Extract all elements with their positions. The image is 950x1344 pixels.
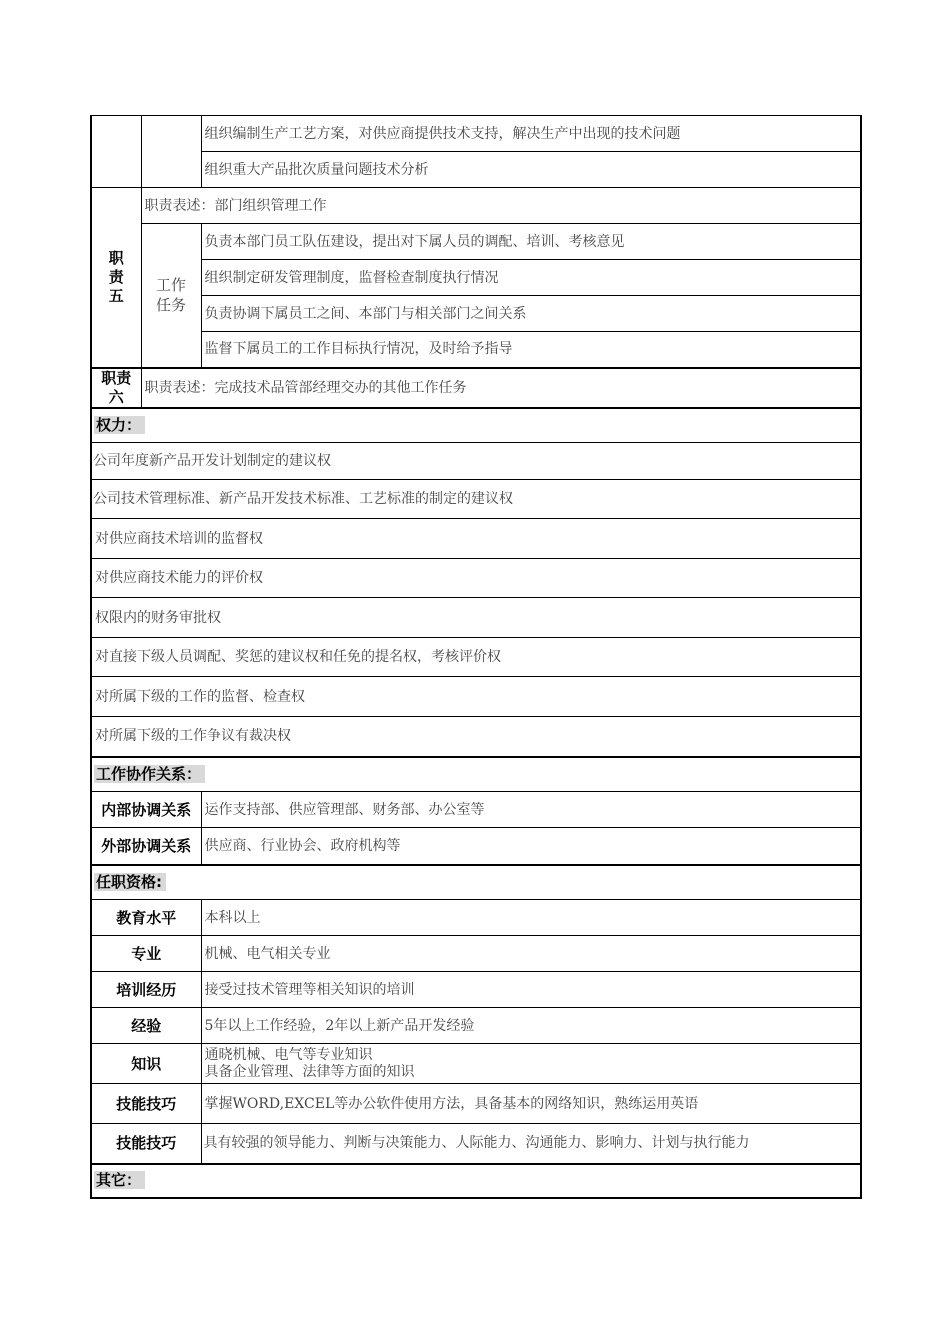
duty5-task-row xyxy=(91,296,861,332)
qualification-experience-value: 5年以上工作经验，2年以上新产品开发经验 xyxy=(201,1008,861,1044)
qualifications-header-row xyxy=(91,865,861,900)
duty5-task-1: 负责本部门员工队伍建设，提出对下属人员的调配、培训、考核意见 xyxy=(201,224,861,260)
authority-title: 权力： xyxy=(94,416,145,434)
duty5-task-2: 组织制定研发管理制度，监督检查制度执行情况 xyxy=(201,260,861,296)
qualification-row xyxy=(91,1084,861,1124)
qualification-row xyxy=(91,936,861,972)
duty5-task-row xyxy=(91,224,861,260)
authority-item-7: 对所属下级的工作的监督、检查权 xyxy=(91,677,861,717)
qualification-knowledge-line-1: 通晓机械、电气等专业知识 xyxy=(204,1046,373,1063)
duty-cont-row xyxy=(91,116,861,152)
authority-header-row xyxy=(91,408,861,443)
relations-row xyxy=(91,792,861,828)
qualification-training-value: 接受过技术管理等相关知识的培训 xyxy=(201,972,861,1008)
qualification-knowledge-label: 知识 xyxy=(91,1044,201,1084)
authority-header xyxy=(91,408,861,443)
qualification-knowledge-value xyxy=(201,1044,861,1084)
duty6-description: 职责表述：完成技术品管部经理交办的其他工作任务 xyxy=(141,368,861,408)
authority-item-5: 权限内的财务审批权 xyxy=(91,598,861,638)
relations-internal-label: 内部协调关系 xyxy=(91,792,201,828)
authority-item-1: 公司年度新产品开发计划制定的建议权 xyxy=(91,443,861,480)
qualification-skills-value: 掌握WORD,EXCEL等办公软件使用方法，具备基本的网络知识，熟练运用英语 xyxy=(201,1084,861,1124)
qualification-education-label: 教育水平 xyxy=(91,900,201,936)
authority-row xyxy=(91,480,861,519)
duty5-description: 职责表述：部门组织管理工作 xyxy=(141,188,861,224)
authority-row xyxy=(91,638,861,677)
duty6-row xyxy=(91,368,861,408)
other-header xyxy=(91,1164,861,1198)
duty-cont-row xyxy=(91,152,861,188)
qualification-training-label: 培训经历 xyxy=(91,972,201,1008)
duty-cont-label-cell xyxy=(91,116,141,188)
duty6-label: 职责六 xyxy=(91,368,141,408)
qualifications-title: 任职资格: xyxy=(94,873,166,891)
authority-row xyxy=(91,559,861,598)
relations-header-row xyxy=(91,757,861,792)
relations-external-label: 外部协调关系 xyxy=(91,828,201,865)
authority-row xyxy=(91,677,861,717)
authority-row xyxy=(91,519,861,559)
relations-header xyxy=(91,757,861,792)
qualification-skills-value: 具有较强的领导能力、判断与决策能力、人际能力、沟通能力、影响力、计划与执行能力 xyxy=(201,1124,861,1164)
qualification-major-label: 专业 xyxy=(91,936,201,972)
qualification-row xyxy=(91,1044,861,1084)
qualification-row xyxy=(91,900,861,936)
authority-row xyxy=(91,717,861,757)
authority-item-8: 对所属下级的工作争议有裁决权 xyxy=(91,717,861,757)
relations-row xyxy=(91,828,861,865)
qualification-education-value: 本科以上 xyxy=(201,900,861,936)
authority-row xyxy=(91,598,861,638)
duty-cont-task-2: 组织重大产品批次质量问题技术分析 xyxy=(201,152,861,188)
duty-cont-task-1: 组织编制生产工艺方案，对供应商提供技术支持，解决生产中出现的技术问题 xyxy=(201,116,861,152)
authority-item-2: 公司技术管理标准、新产品开发技术标准、工艺标准的制定的建议权 xyxy=(91,480,861,519)
qualification-row xyxy=(91,972,861,1008)
qualification-row xyxy=(91,1008,861,1044)
relations-title: 工作协作关系： xyxy=(94,765,205,783)
job-description-document xyxy=(90,115,860,1199)
relations-external-value: 供应商、行业协会、政府机构等 xyxy=(201,828,861,865)
qualifications-header xyxy=(91,865,861,900)
job-description-table xyxy=(90,115,862,1199)
duty5-task-4: 监督下属员工的工作目标执行情况，及时给予指导 xyxy=(201,332,861,368)
duty5-task-row xyxy=(91,260,861,296)
duty5-task-3: 负责协调下属员工之间、本部门与相关部门之间关系 xyxy=(201,296,861,332)
qualification-skills-label: 技能技巧 xyxy=(91,1084,201,1124)
duty5-task-label: 工作任务 xyxy=(141,224,201,368)
qualification-skills-label: 技能技巧 xyxy=(91,1124,201,1164)
duty-cont-task-label-cell xyxy=(141,116,201,188)
qualification-major-value: 机械、电气相关专业 xyxy=(201,936,861,972)
other-header-row xyxy=(91,1164,861,1198)
other-title: 其它： xyxy=(94,1171,145,1189)
qualification-row xyxy=(91,1124,861,1164)
duty5-task-row xyxy=(91,332,861,368)
authority-row xyxy=(91,443,861,480)
authority-item-4: 对供应商技术能力的评价权 xyxy=(91,559,861,598)
duty5-label: 职责五 xyxy=(91,188,141,368)
authority-item-3: 对供应商技术培训的监督权 xyxy=(91,519,861,559)
authority-item-6: 对直接下级人员调配、奖惩的建议权和任免的提名权，考核评价权 xyxy=(91,638,861,677)
duty5-desc-row xyxy=(91,188,861,224)
relations-internal-value: 运作支持部、供应管理部、财务部、办公室等 xyxy=(201,792,861,828)
qualification-experience-label: 经验 xyxy=(91,1008,201,1044)
qualification-knowledge-line-2: 具备企业管理、法律等方面的知识 xyxy=(204,1063,415,1080)
